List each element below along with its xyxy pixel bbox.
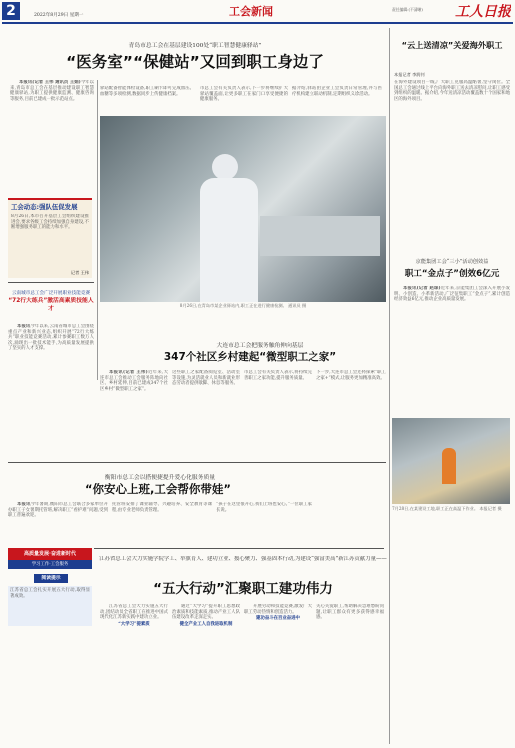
- ad-text: 江苏省总工会扎实开展五大行动,取得显著成效。: [8, 586, 92, 626]
- masthead-rule: [2, 22, 513, 24]
- page-number: 2: [2, 2, 20, 20]
- lead-kicker: 青岛市总工会在基层建设100处“职工智慧健康驿站”: [128, 43, 262, 49]
- paper-logo: 工人日报: [455, 4, 511, 20]
- bottom-sub3: 建功奋斗在百业奋进中: [256, 616, 300, 622]
- bottom-col4: 关心关爱职工,帮助解决急难愁盼问题,让职工群众有更多获得感幸福感。: [316, 604, 384, 621]
- lead-col3: 市总工会有关负责人表示,下一步将继续扩大驿站覆盖面,让更多职工在家门口享受便捷的健康服务。: [200, 86, 288, 103]
- date-line: 2022年8月29日 星期一: [34, 13, 84, 18]
- right-divider: [389, 28, 390, 744]
- village-byline: 本报讯(记者 王伟): [109, 370, 148, 375]
- bottom-sub1: “大学习”提素质: [118, 621, 150, 627]
- right-byline2: 本报讯(记者 赵琛): [403, 286, 441, 291]
- section-title: 工会新闻: [229, 5, 273, 18]
- jobs-kicker: 云南城市总工会广泛开展职业技能竞赛: [11, 291, 91, 296]
- lead-photo-caption: 8月26日,在青岛市某企业驿站内,职工正在进行健康检测。 通讯员 摄: [179, 303, 307, 308]
- help-kicker: 衡阳市总工会以搭便捷提升爱心化服务质量: [104, 475, 216, 481]
- right-headline: “云上送清凉”关爱海外职工: [401, 40, 503, 50]
- ad-banner: 高质量发展·奋进新时代: [8, 548, 92, 560]
- right-photo: [392, 418, 510, 504]
- bottom-c2: 通过“大学习”提升职工思想政治素质和技能素质,推动产业工人队伍建设改革走深走实。: [172, 604, 240, 621]
- comment-title: 工会动态:强队伍促发展: [11, 203, 78, 211]
- help-col1: [8, 502, 108, 542]
- col-divider: [97, 80, 98, 380]
- lead-col4: 据介绍,驿站由企业工会负责日常管理,并与医疗机构建立联动机制,定期组织义诊活动。: [292, 86, 382, 97]
- bottom-sub2: 健全产业工人自我进取机制: [179, 621, 233, 627]
- help-col2: 托管班安排了课业辅导、兴趣培养、安全教育等课程,由专业老师负责管理。: [112, 502, 212, 513]
- worker-figure: [442, 448, 456, 484]
- village-col3: 市总工会有关负责人表示,将持续完善职工之家功能,提升服务质量。: [244, 370, 312, 381]
- jobs-byline: 本报讯: [17, 324, 31, 329]
- jobs-headline: “72行大练兵”激活高素质技能人才: [8, 298, 94, 312]
- village-col1: [100, 370, 168, 442]
- right-photo-caption: 7月28日,在某建设工地,职工正在高温下作业。 本报记者 摄: [392, 506, 502, 511]
- village-kicker: 大连市总工会把服务触角伸向基层: [216, 343, 304, 349]
- lead-col2: 驿站配备智能体检设备,职工刷卡即可完成血压、血糖等多项检测,数据同步上传健康档案。: [100, 86, 194, 97]
- bottom-kicker: 江苏省总工会大力实施学院学工、举旗育人、建功立业、援心聚力、强基固本行动,为建设“强富美高”新江苏贡献力量——: [99, 556, 387, 562]
- bottom-col2: [172, 604, 240, 744]
- worker-figure-body: [200, 178, 258, 302]
- help-c1: 今年暑期,衡阳市总工会联合多家单位开办职工子女暑期托管班,解决职工“看护难”问题,受到职工普遍欢迎。: [8, 502, 108, 519]
- village-c1: 近年来,大连市总工会推动工会服务阵地向社区、乡村延伸,目前已建成347个社区乡村“微型职工之家”。: [100, 370, 168, 392]
- ad-box-label: 阅读提示: [34, 574, 68, 583]
- comment-box: [8, 198, 92, 278]
- lead-headline: “医务室”“保健站”又回到职工身边了: [66, 53, 324, 71]
- bottom-rule: [94, 548, 384, 549]
- machine-shape: [260, 216, 380, 256]
- village-headline: 347个社区乡村建起“微型职工之家”: [163, 351, 337, 363]
- jobs-text-body: 今年以来,云南省城市总工会围绕重点产业和新兴业态,组织开展“72行大练兵”职业技能竞赛活动,累计参赛职工数万人次,涌现出一批技术能手,为高质量发展提供了坚实的人才支撑。: [8, 324, 94, 352]
- bottom-col1: [100, 604, 168, 744]
- help-rule: [8, 462, 386, 463]
- help-col3: “孩子在这里很开心,我们上班也安心。”一位职工家长说。: [216, 502, 312, 513]
- jobs-text: [8, 324, 94, 462]
- village-col2: 这些职工之家配备阅览室、活动室等设施,为灵活就业人员和新就业形态劳动者提供歇脚、休息等服务。: [172, 370, 240, 387]
- comment-text: 8月26日,本市召开基层工会组织建设推进会,要求各级工会持续加强自身建设,不断增强服务职工的能力和水平。: [11, 214, 89, 231]
- right-text2: [394, 286, 510, 414]
- right-headline2: 职工“金点子”创效6亿元: [404, 269, 500, 279]
- help-byline: 本报讯: [17, 502, 31, 507]
- right-kicker2: 京能集团工会“三小”活动创效益: [415, 259, 489, 265]
- editor-line: 责任编辑:(不清晰): [392, 7, 423, 12]
- village-col4: 下一步,大连市总工会还将探索“职工之家+”模式,让服务更加精准高效。: [316, 370, 386, 381]
- lead-col1-text: 今年以来,青岛市总工会在基层推动建设职工智慧健康驿站,为职工提供健康监测、健康咨询等服务,目前已建成一批示范站点。: [10, 80, 94, 102]
- ad-sub: 学习工作·工会服务: [8, 560, 92, 569]
- bottom-headline: “五大行动”汇聚职工建功伟力: [153, 581, 333, 597]
- comment-byline: 记者 王伟: [70, 270, 89, 275]
- bottom-col3: [244, 604, 312, 744]
- lead-col1: [10, 80, 94, 200]
- right-byline: 本报记者 李润钊: [394, 72, 425, 77]
- lead-byline: 本报讯(记者 王伟 通讯员 王娟): [19, 80, 81, 85]
- lead-photo: [100, 116, 386, 302]
- right-t2: 近年来,京能集团工会深入开展小发明、小创造、小革新活动,广泛征集职工“金点子”,累计创造经济效益6亿元,推动企业高质量发展。: [394, 286, 510, 303]
- jobs-rule: [8, 282, 94, 283]
- bottom-c1: 江苏省总工会大力实施五大行动,团结动员全省职工在推进中国式现代化江苏新实践中建功立业。: [100, 604, 168, 621]
- right-text: 在海外建设项目一线,广大职工克服高温酷暑,坚守岗位。全国总工会通过线上平台向海外职工送去清凉慰问,让职工感受到组织的温暖。据介绍,今年送清凉活动覆盖数十个国家和地区的海外项目。: [394, 80, 510, 102]
- bottom-c3: 开展劳动和技能竞赛,激发广大职工劳动热情和创造活力。: [244, 604, 312, 615]
- worker-figure-head: [212, 154, 238, 180]
- help-headline: “你安心上班,工会帮你带娃”: [85, 482, 231, 496]
